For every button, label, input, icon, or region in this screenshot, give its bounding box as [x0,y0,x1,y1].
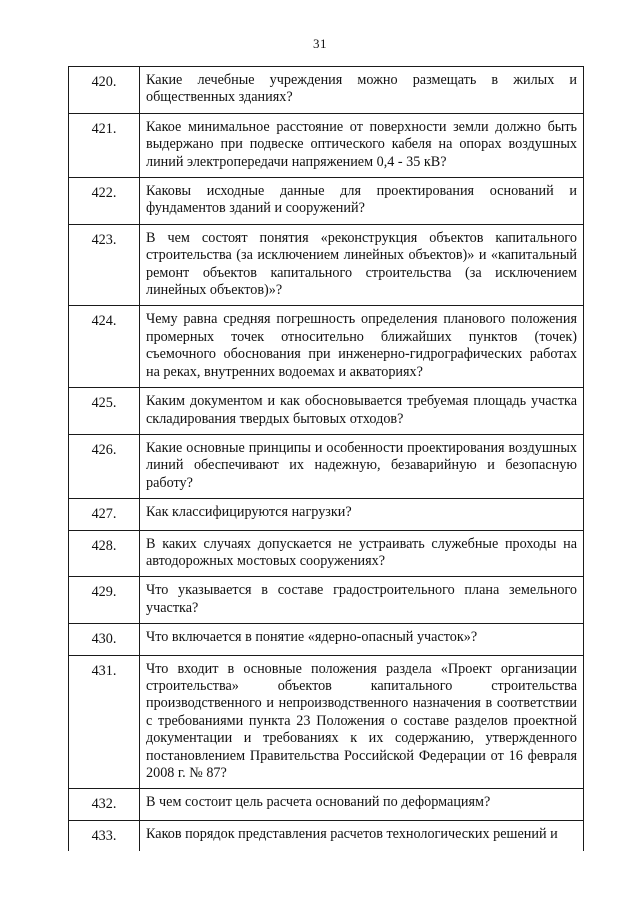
question-text: Какое минимальное расстояние от поверхности земли должно быть выдержано при подвеске оптического кабеля на опорах воздушных линий электропередачи напряжением 0,4 - 35 кВ? [140,113,584,177]
question-number: 429. [69,577,140,624]
question-number: 422. [69,178,140,225]
table-row [69,530,584,577]
table-row [69,789,584,820]
question-number: 426. [69,434,140,498]
question-text: Что включается в понятие «ядерно-опасный участок»? [140,624,584,655]
question-text: Каковы исходные данные для проектирования оснований и фундаментов зданий и сооружений? [140,178,584,225]
question-number: 427. [69,499,140,530]
table-row [69,388,584,435]
question-text: В чем состоит цель расчета оснований по деформациям? [140,789,584,820]
question-number: 424. [69,306,140,388]
table-row [69,577,584,624]
question-text: Каким документом и как обосновывается требуемая площадь участка складирования твердых бытовых отходов? [140,388,584,435]
table-row [69,655,584,789]
table-row [69,224,584,306]
question-number: 423. [69,224,140,306]
question-text: В каких случаях допускается не устраивать служебные проходы на автодорожных мостовых сооружениях? [140,530,584,577]
question-text: Как классифицируются нагрузки? [140,499,584,530]
table-row [69,434,584,498]
question-text: Что указывается в составе градостроительного плана земельного участка? [140,577,584,624]
question-number: 428. [69,530,140,577]
table-row [69,624,584,655]
question-text: Что входит в основные положения раздела «Проект организации строительства» объектов капитального строительства производственного и непроизводственного назначения в соответствии с требованиями пункта 23 Положения о составе разделов проектной документации и требованиях к их содержанию, утвержденного постановлением Правительства Российской Федерации от 16 февраля 2008 г. № 87? [140,655,584,789]
question-number: 432. [69,789,140,820]
question-number: 425. [69,388,140,435]
table-row [69,113,584,177]
table-row [69,178,584,225]
table-row [69,499,584,530]
question-number: 420. [69,67,140,114]
question-text: Каков порядок представления расчетов технологических решений и [140,820,584,851]
question-number: 431. [69,655,140,789]
question-text: Какие основные принципы и особенности проектирования воздушных линий обеспечивают их надежную, безаварийную и безопасную работу? [140,434,584,498]
question-text: Какие лечебные учреждения можно размещать в жилых и общественных зданиях? [140,67,584,114]
question-number: 430. [69,624,140,655]
question-number: 421. [69,113,140,177]
table-row [69,820,584,851]
page-number: 31 [313,36,327,51]
table-row [69,306,584,388]
questions-table [68,66,584,851]
question-number: 433. [69,820,140,851]
question-text: Чему равна средняя погрешность определения планового положения промерных точек относительно ближайших пунктов (точек) съемочного обоснования при инженерно-гидрографических работах на реках, внутренних водоемах и акваториях? [140,306,584,388]
question-text: В чем состоят понятия «реконструкция объектов капитального строительства (за исключением линейных объектов)» и «капитальный ремонт объектов капитального строительства (за исключением линейных объектов)»? [140,224,584,306]
table-row [69,67,584,114]
